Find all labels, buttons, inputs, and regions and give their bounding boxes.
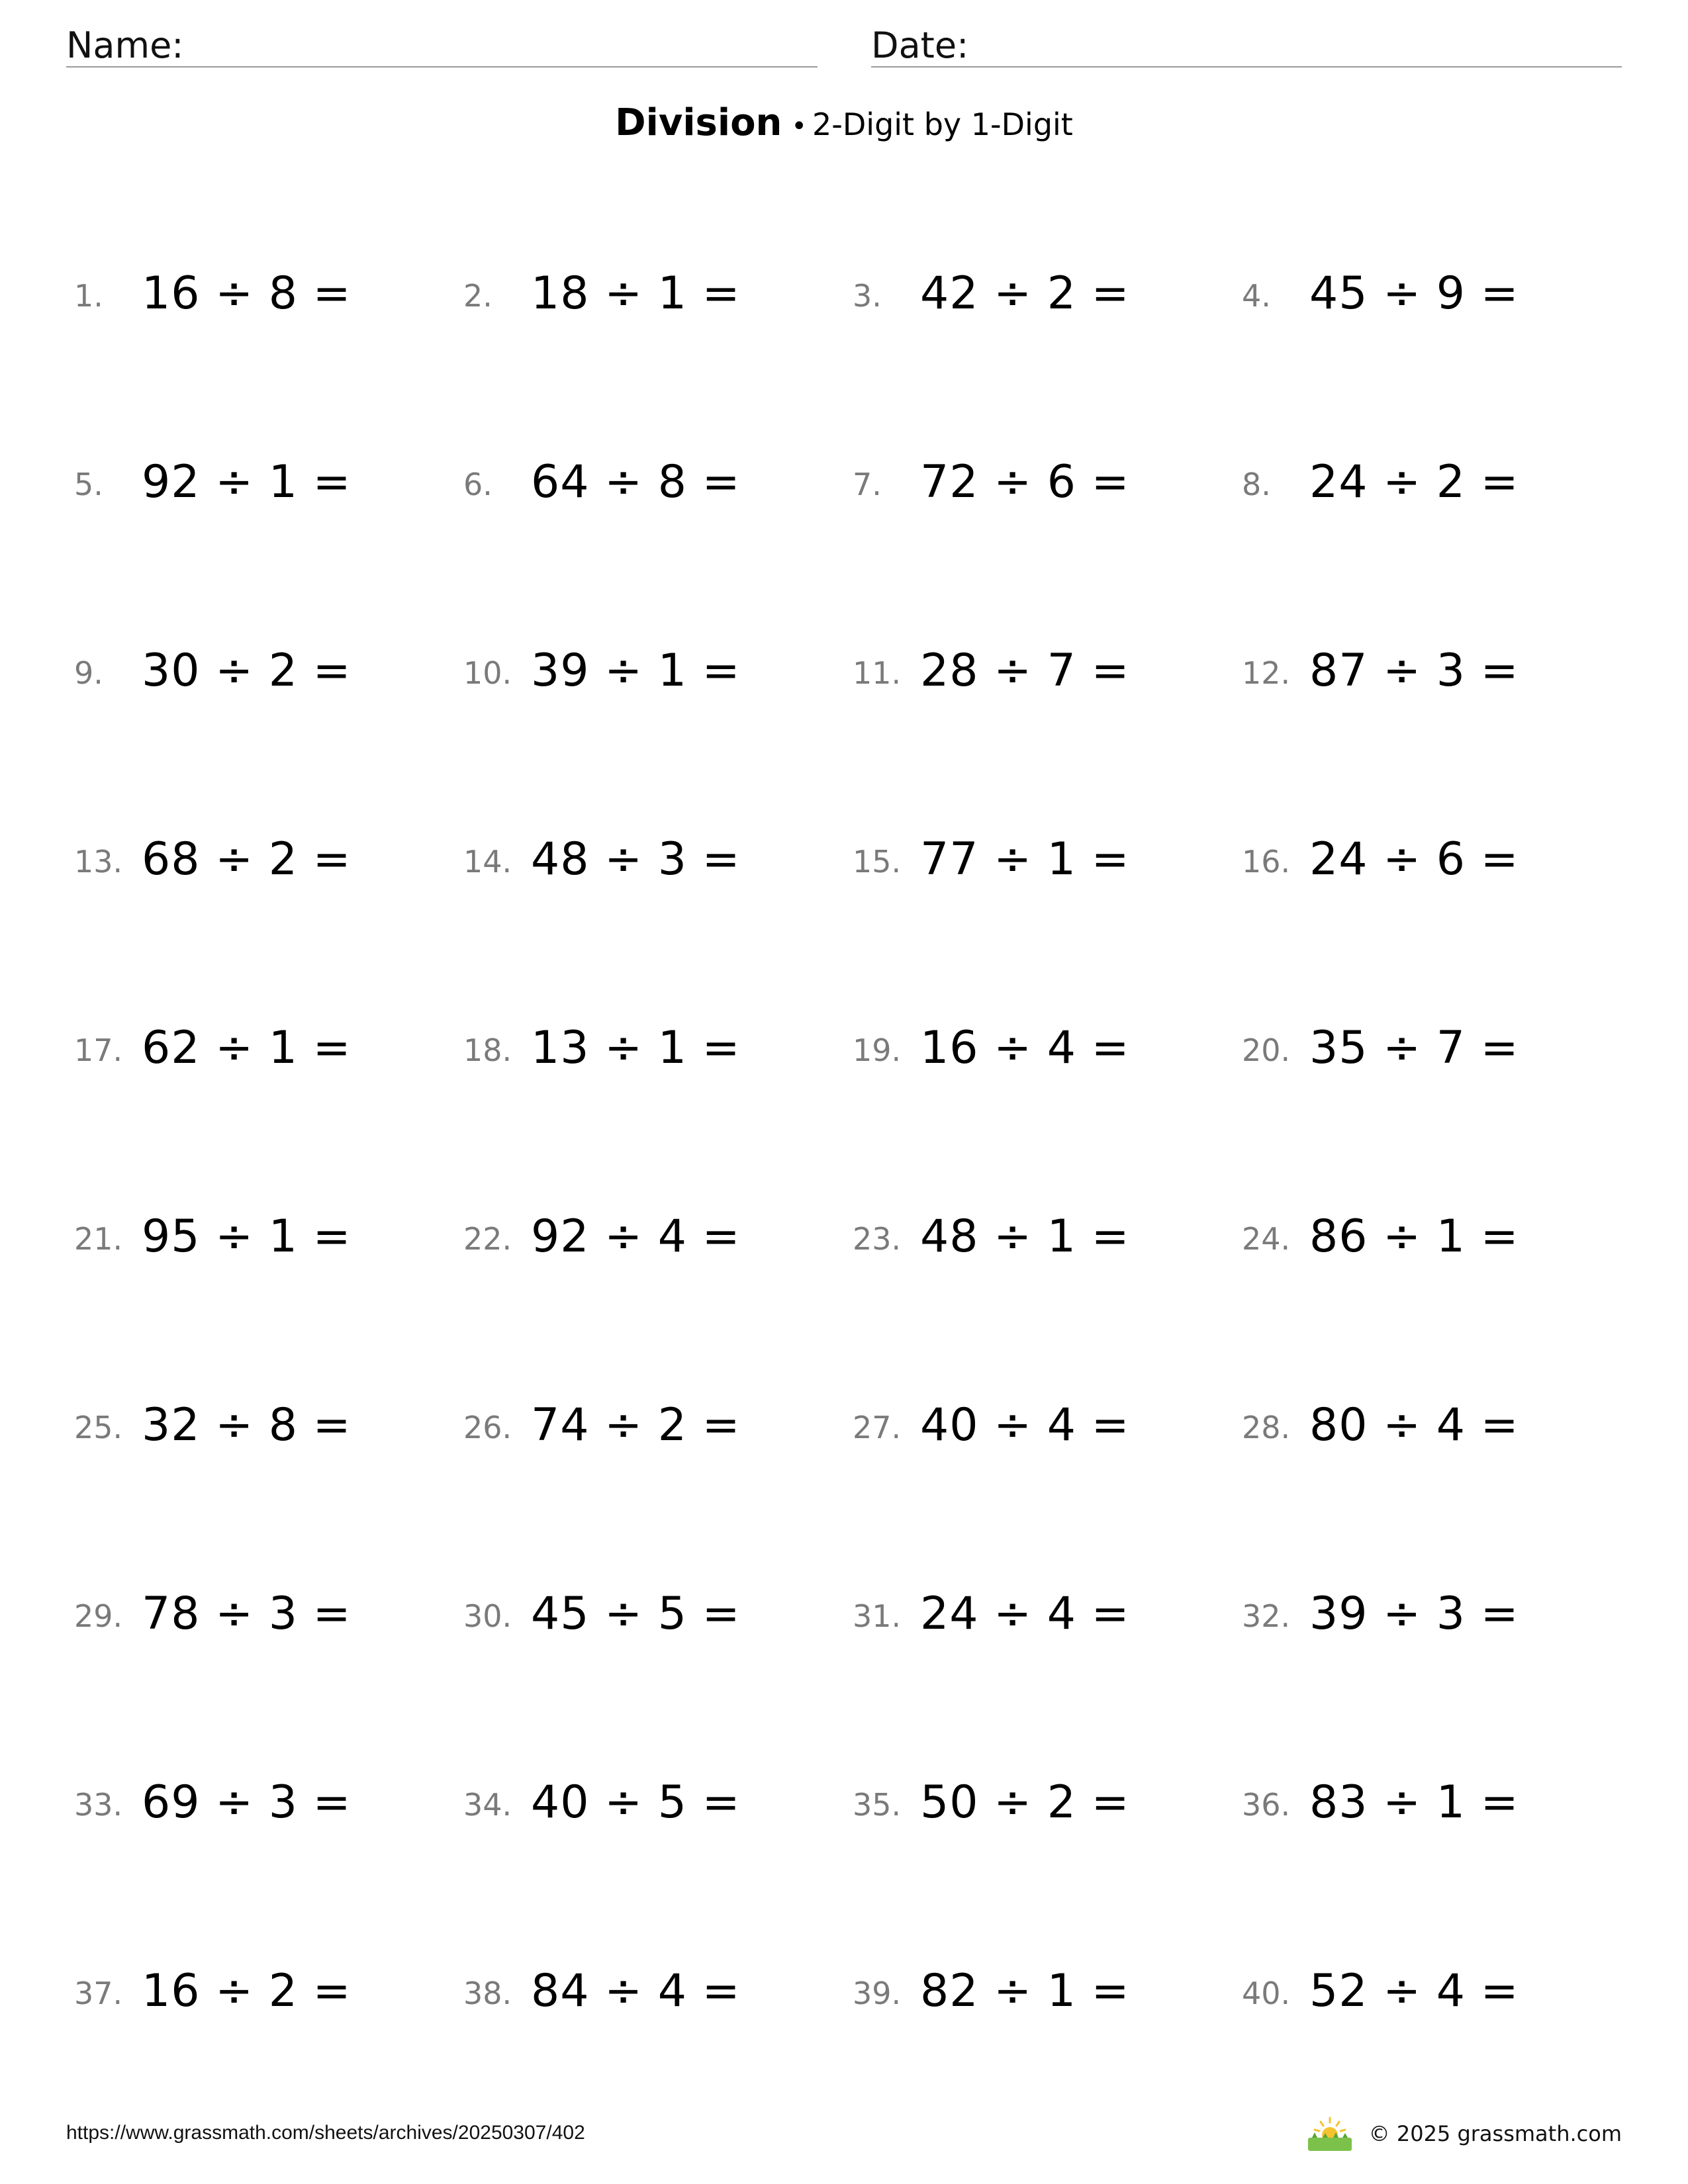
problem-number: 25. [74, 1410, 123, 1445]
problem-item [853, 1203, 1237, 1269]
worksheet-title [0, 101, 1688, 144]
title-main: Division [615, 101, 782, 144]
problem-number: 36. [1242, 1787, 1291, 1823]
problem-expression: 50 ÷ 2 = [920, 1776, 1130, 1829]
problem-item [1242, 1014, 1626, 1080]
problem-number: 7. [853, 467, 882, 502]
problem-item [853, 1768, 1237, 1835]
problem-item [463, 1203, 847, 1269]
problem-number: 21. [74, 1221, 123, 1257]
problem-item [853, 825, 1237, 891]
problem-expression: 42 ÷ 2 = [920, 267, 1130, 320]
problem-item [74, 825, 458, 891]
problem-item [74, 1580, 458, 1646]
problem-number: 13. [74, 844, 123, 880]
problem-item [463, 448, 847, 514]
problem-number: 14. [463, 844, 512, 880]
problem-item [1242, 637, 1626, 703]
problem-item [463, 825, 847, 891]
problem-expression: 40 ÷ 4 = [920, 1399, 1130, 1451]
problem-number: 39. [853, 1976, 902, 2011]
problem-number: 4. [1242, 278, 1271, 314]
problem-item [853, 259, 1237, 326]
problem-number: 20. [1242, 1032, 1291, 1068]
problem-expression: 72 ÷ 6 = [920, 456, 1130, 508]
problem-expression: 39 ÷ 3 = [1309, 1588, 1519, 1640]
problem-number: 31. [853, 1598, 902, 1634]
problem-item [853, 637, 1237, 703]
problem-expression: 52 ÷ 4 = [1309, 1965, 1519, 2017]
problem-number: 5. [74, 467, 103, 502]
problem-expression: 45 ÷ 5 = [531, 1588, 741, 1640]
problem-number: 27. [853, 1410, 902, 1445]
problem-expression: 74 ÷ 2 = [531, 1399, 741, 1451]
problem-expression: 35 ÷ 7 = [1309, 1022, 1519, 1074]
problem-expression: 40 ÷ 5 = [531, 1776, 741, 1829]
problem-number: 22. [463, 1221, 512, 1257]
problem-expression: 39 ÷ 1 = [531, 645, 741, 697]
problem-item [463, 1014, 847, 1080]
problem-expression: 48 ÷ 1 = [920, 1210, 1130, 1263]
problem-number: 26. [463, 1410, 512, 1445]
problem-expression: 24 ÷ 4 = [920, 1588, 1130, 1640]
problem-item [74, 1957, 458, 2023]
problem-number: 17. [74, 1032, 123, 1068]
problem-item [853, 1957, 1237, 2023]
problem-number: 24. [1242, 1221, 1291, 1257]
problem-item [1242, 259, 1626, 326]
problem-expression: 77 ÷ 1 = [920, 833, 1130, 886]
date-field[interactable] [871, 20, 1622, 68]
problem-number: 12. [1242, 655, 1291, 691]
problem-item [463, 259, 847, 326]
problem-expression: 24 ÷ 2 = [1309, 456, 1519, 508]
problem-number: 38. [463, 1976, 512, 2011]
problem-item [1242, 448, 1626, 514]
problem-expression: 87 ÷ 3 = [1309, 645, 1519, 697]
problem-number: 23. [853, 1221, 902, 1257]
problem-number: 11. [853, 655, 902, 691]
problem-expression: 95 ÷ 1 = [142, 1210, 352, 1263]
problem-item [463, 637, 847, 703]
problem-expression: 30 ÷ 2 = [142, 645, 352, 697]
copyright-text: © 2025 grassmath.com [1368, 2121, 1622, 2146]
problem-expression: 92 ÷ 4 = [531, 1210, 741, 1263]
problem-number: 2. [463, 278, 492, 314]
problem-item [853, 1014, 1237, 1080]
problem-item [1242, 1768, 1626, 1835]
problem-expression: 82 ÷ 1 = [920, 1965, 1130, 2017]
problem-number: 33. [74, 1787, 123, 1823]
problem-number: 29. [74, 1598, 123, 1634]
name-field[interactable] [66, 20, 818, 68]
problem-expression: 84 ÷ 4 = [531, 1965, 741, 2017]
problem-expression: 28 ÷ 7 = [920, 645, 1130, 697]
problem-expression: 92 ÷ 1 = [142, 456, 352, 508]
problem-item [853, 1580, 1237, 1646]
problem-item [1242, 825, 1626, 891]
problem-number: 8. [1242, 467, 1271, 502]
problem-expression: 64 ÷ 8 = [531, 456, 741, 508]
problem-number: 37. [74, 1976, 123, 2011]
problem-item [1242, 1580, 1626, 1646]
problem-number: 35. [853, 1787, 902, 1823]
problem-number: 32. [1242, 1598, 1291, 1634]
problem-number: 28. [1242, 1410, 1291, 1445]
problem-item [853, 1391, 1237, 1457]
problem-number: 15. [853, 844, 902, 880]
problem-number: 1. [74, 278, 103, 314]
footer-url[interactable]: https://www.grassmath.com/sheets/archives/20250307/402 [66, 2122, 585, 2144]
problem-number: 34. [463, 1787, 512, 1823]
title-subtitle: 2-Digit by 1-Digit [812, 107, 1073, 142]
problem-expression: 32 ÷ 8 = [142, 1399, 352, 1451]
problem-number: 18. [463, 1032, 512, 1068]
problem-number: 16. [1242, 844, 1291, 880]
problem-number: 3. [853, 278, 882, 314]
problem-expression: 62 ÷ 1 = [142, 1022, 352, 1074]
problem-expression: 68 ÷ 2 = [142, 833, 352, 886]
problem-item [74, 1768, 458, 1835]
problem-item [74, 637, 458, 703]
problem-item [853, 448, 1237, 514]
problem-expression: 83 ÷ 1 = [1309, 1776, 1519, 1829]
problem-item [74, 1391, 458, 1457]
problem-item [74, 448, 458, 514]
problem-number: 9. [74, 655, 103, 691]
problem-item [463, 1391, 847, 1457]
problem-item [74, 259, 458, 326]
problem-item [74, 1203, 458, 1269]
problem-expression: 78 ÷ 3 = [142, 1588, 352, 1640]
problem-expression: 16 ÷ 4 = [920, 1022, 1130, 1074]
problem-item [463, 1580, 847, 1646]
problem-expression: 80 ÷ 4 = [1309, 1399, 1519, 1451]
problem-expression: 16 ÷ 8 = [142, 267, 352, 320]
title-bullet: • [791, 111, 807, 142]
problem-expression: 24 ÷ 6 = [1309, 833, 1519, 886]
problem-expression: 45 ÷ 9 = [1309, 267, 1519, 320]
problem-item [463, 1768, 847, 1835]
name-label: Name: [66, 24, 184, 66]
sun-over-grass-icon [1307, 2115, 1353, 2152]
problem-item [1242, 1203, 1626, 1269]
problem-item [1242, 1391, 1626, 1457]
problem-item [463, 1957, 847, 2023]
problem-number: 19. [853, 1032, 902, 1068]
problem-expression: 18 ÷ 1 = [531, 267, 741, 320]
problem-item [74, 1014, 458, 1080]
date-label: Date: [871, 24, 969, 66]
problem-number: 30. [463, 1598, 512, 1634]
problem-expression: 69 ÷ 3 = [142, 1776, 352, 1829]
problem-expression: 48 ÷ 3 = [531, 833, 741, 886]
problem-expression: 13 ÷ 1 = [531, 1022, 741, 1074]
problem-number: 40. [1242, 1976, 1291, 2011]
problem-number: 10. [463, 655, 512, 691]
problem-number: 6. [463, 467, 492, 502]
problem-item [1242, 1957, 1626, 2023]
problem-expression: 16 ÷ 2 = [142, 1965, 352, 2017]
footer-brand [1307, 2115, 1622, 2152]
problem-expression: 86 ÷ 1 = [1309, 1210, 1519, 1263]
